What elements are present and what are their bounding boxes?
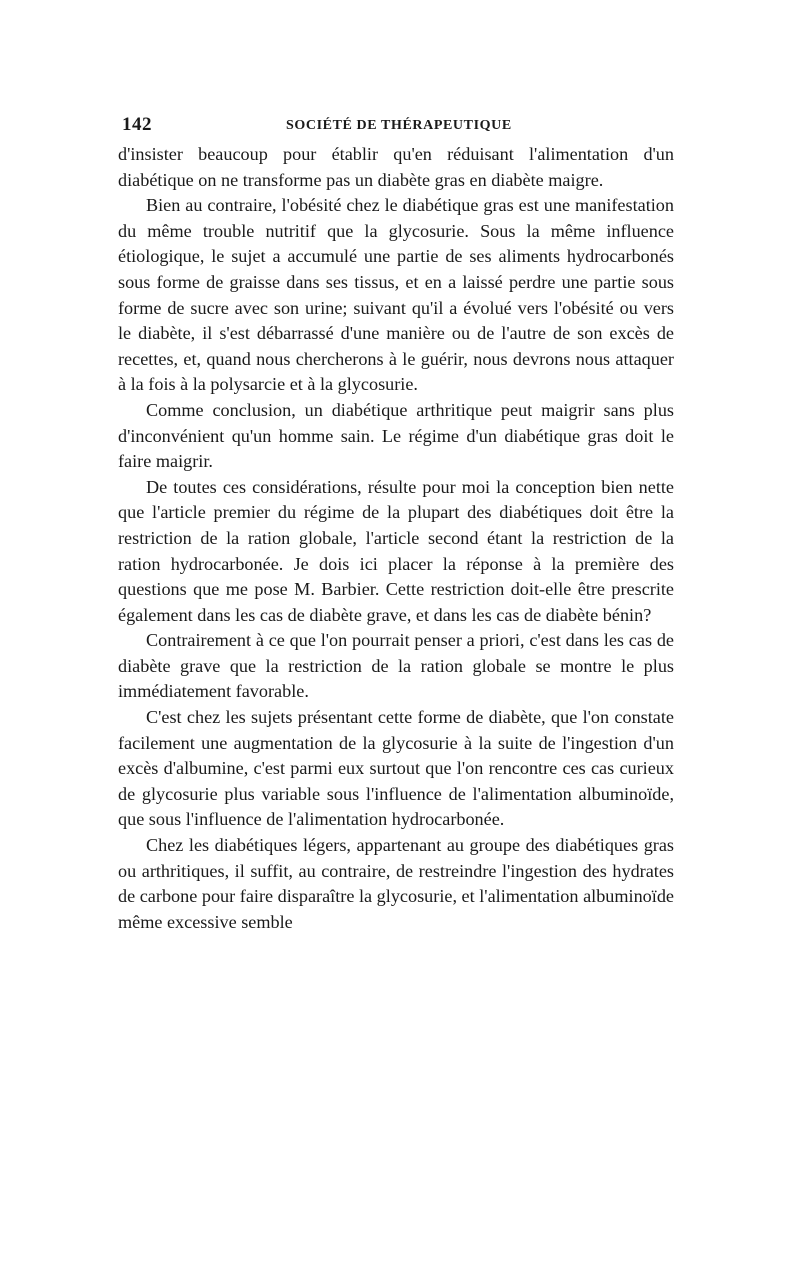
- paragraph: Contrairement à ce que l'on pourrait penser a priori, c'est dans les cas de diabète grave que la restriction de la ration globale se montre le plus immédiatement favorable.: [118, 630, 674, 702]
- running-title: SOCIÉTÉ DE THÉRAPEUTIQUE: [286, 118, 512, 133]
- paragraph: C'est chez les sujets présentant cette forme de diabète, que l'on constate facilement une augmentation de la glycosurie à la suite de l'ingestion d'un excès d'albumine, c'est parmi eux surtout que l'on rencontre ces cas curieux de glycosurie plus variable sous l'influence de l'alimentation albuminoïde, que sous l'influence de l'alimentation hydrocarbonée.: [118, 707, 674, 830]
- page-number: 142: [122, 114, 152, 135]
- body-text: [118, 142, 674, 935]
- paragraph: d'insister beaucoup pour établir qu'en réduisant l'alimentation d'un diabétique on ne transforme pas un diabète gras en diabète maigre.: [118, 144, 674, 190]
- running-head: [118, 112, 674, 142]
- paragraph: Comme conclusion, un diabétique arthritique peut maigrir sans plus d'inconvénient qu'un homme sain. Le régime d'un diabétique gras doit le faire maigrir.: [118, 399, 674, 472]
- paragraph: Chez les diabétiques légers, appartenant au groupe des diabétiques gras ou arthritiques, il suffit, au contraire, de restreindre l'ingestion des hydrates de carbone pour faire disparaître la glycosurie, et l'alimentation albuminoïde même excessive semble: [118, 835, 674, 932]
- paragraph: De toutes ces considérations, résulte pour moi la conception bien nette que l'article premier du régime de la plupart des diabétiques doit être la restriction de la ration globale, l'article second étant la restriction de la ration hydrocarbonée. Je dois ici placer la réponse à la première des questions que me pose M. Barbier. Cette restriction doit-elle être prescrite également dans les cas de diabète grave, et dans les cas de diabète bénin?: [118, 476, 674, 625]
- paragraph: Bien au contraire, l'obésité chez le diabétique gras est une manifestation du même trouble nutritif que la glycosurie. Sous la même influence étiologique, le sujet a accumulé une partie de ses aliments hydrocarbonés sous forme de graisse dans ses tissus, et en a laissé perdre une partie sous forme de sucre avec son urine; suivant qu'il a évolué vers l'obésité ou vers le diabète, il s'est débarrassé d'une manière ou de l'autre de son excès de recettes, et, quand nous chercherons à le guérir, nous devrons nous attaquer à la fois à la polysarcie et à la glycosurie.: [118, 195, 674, 395]
- page: [118, 112, 674, 935]
